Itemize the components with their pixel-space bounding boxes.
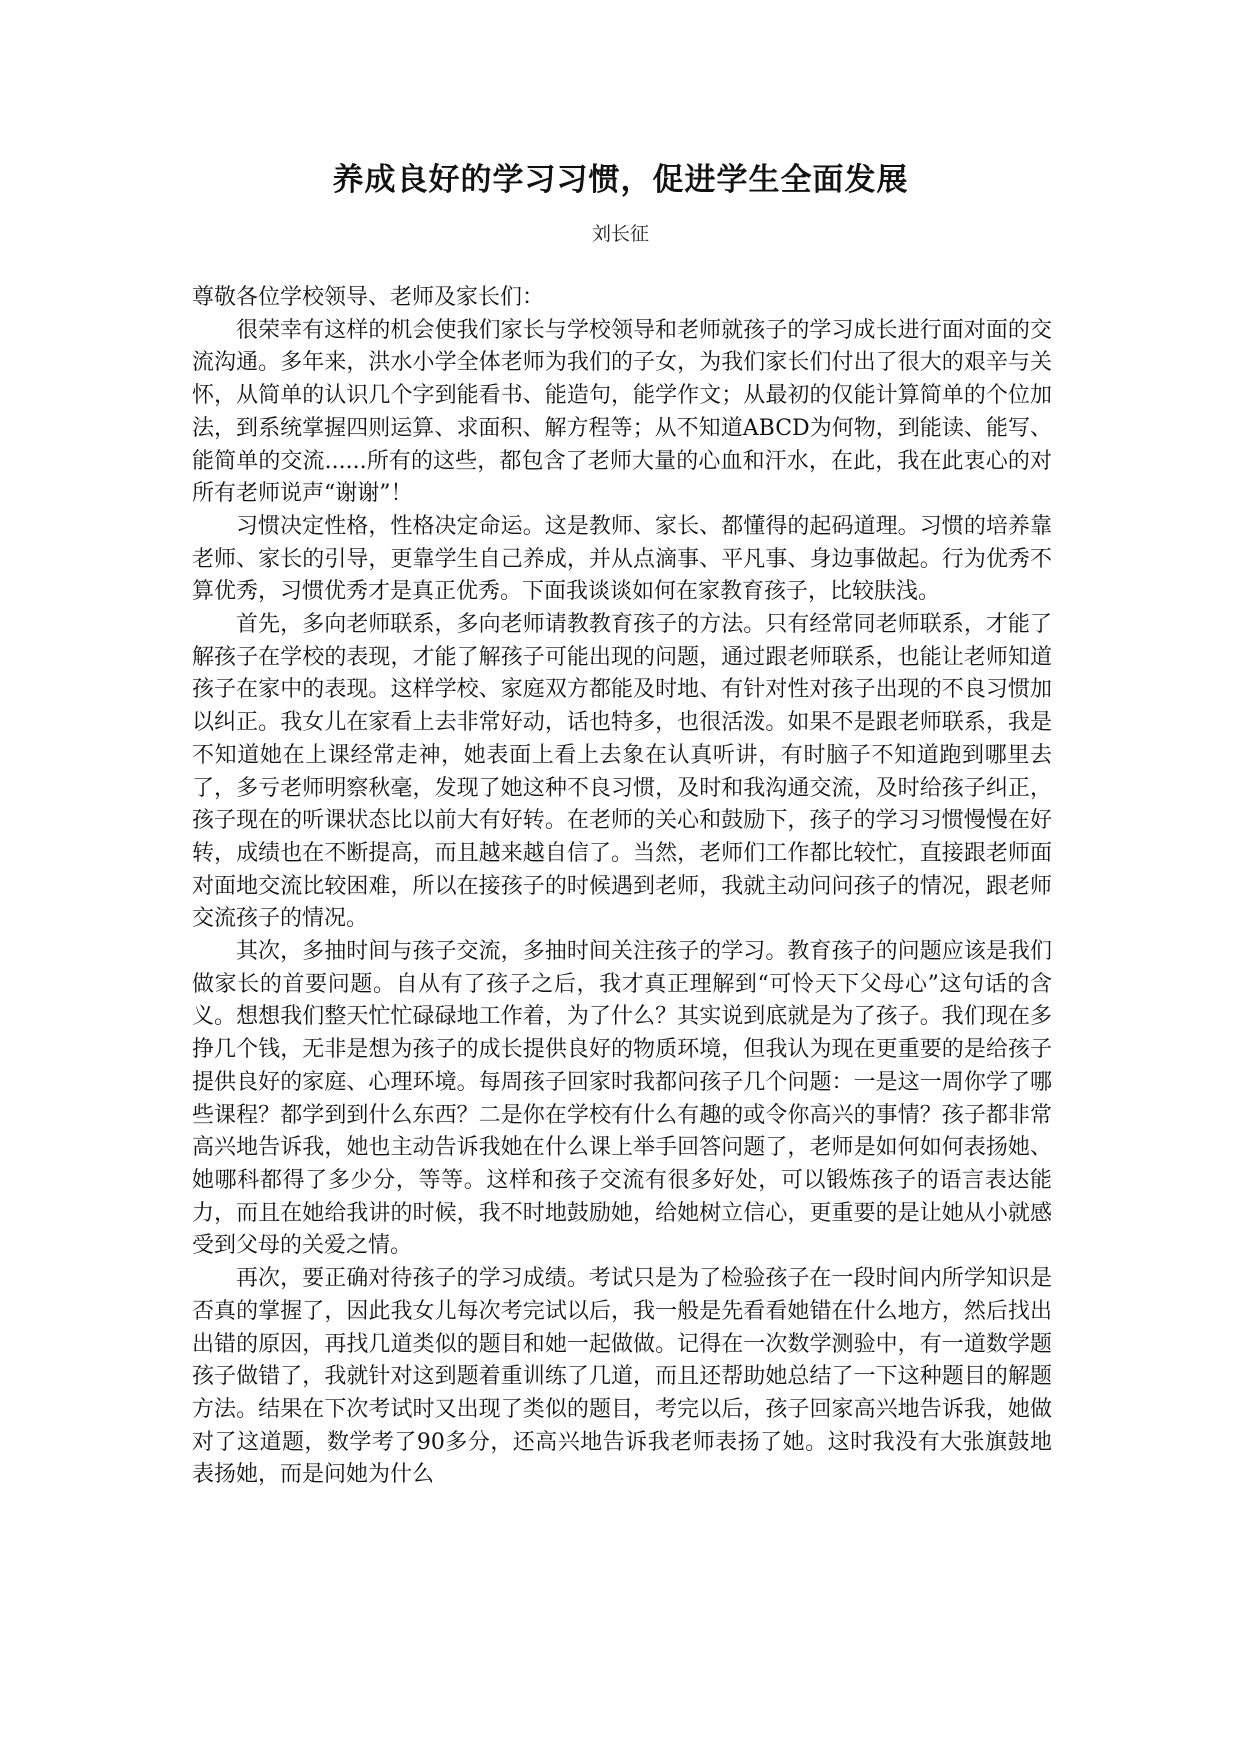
paragraph-5: 再次，要正确对待孩子的学习成绩。考试只是为了检验孩子在一段时间内所学知识是否真的掌握了，因此我女儿每次考完试以后，我一般是先看看她错在什么地方，然后找出出错的原因，再找几道类似的题目和她一起做做。记得在一次数学测验中，有一道数学题孩子做错了，我就针对这到题着重训练了几道，而且还帮助她总结了一下这种题目的解题方法。结果在下次考试时又出现了类似的题目，考完以后，孩子回家高兴地告诉我，她做对了这道题，数学考了90多分，还高兴地告诉我老师表扬了她。这时我没有大张旗鼓地表扬她，而是问她为什么 [192,1266,1052,1488]
paragraph-2: 习惯决定性格，性格决定命运。这是教师、家长、都懂得的起码道理。习惯的培养靠老师、家长的引导，更靠学生自己养成，并从点滴事、平凡事、身边事做起。行为优秀不算优秀，习惯优秀才是真正优秀。下面我谈谈如何在家教育孩子，比较肤浅。 [192,513,1052,605]
paragraph-4: 其次，多抽时间与孩子交流，多抽时间关注孩子的学习。教育孩子的问题应该是我们做家长的首要问题。自从有了孩子之后，我才真正理解到“可怜天下父母心”这句话的含义。想想我们整天忙忙碌碌地工作着，为了什么？其实说到底就是为了孩子。我们现在多挣几个钱，无非是想为孩子的成长提供良好的物质环境，但我认为现在更重要的是给孩子提供良好的家庭、心理环境。每周孩子回家时我都问孩子几个问题：一是这一周你学了哪些课程？都学到到什么东西？二是你在学校有什么有趣的或令你高兴的事情？孩子都非常高兴地告诉我，她也主动告诉我她在什么课上举手回答问题了，老师是如何如何表扬她、她哪科都得了多少分，等等。这样和孩子交流有很多好处，可以锻炼孩子的语言表达能力，而且在她给我讲的时候，我不时地鼓励她，给她树立信心，更重要的是让她从小就感受到父母的关爱之情。 [192,939,1052,1259]
document-body [192,282,1052,1492]
document-title: 养成良好的学习习惯，促进学生全面发展 [332,162,909,198]
paragraph-3: 首先，多向老师联系，多向老师请教教育孩子的方法。只有经常同老师联系，才能了解孩子在学校的表现，才能了解孩子可能出现的问题，通过跟老师联系，也能让老师知道孩子在家中的表现。这样学校、家庭双方都能及时地、有针对性对孩子出现的不良习惯加以纠正。我女儿在家看上去非常好动，话也特多，也很活泼。如果不是跟老师联系，我是不知道她在上课经常走神，她表面上看上去象在认真听讲，有时脑子不知道跑到哪里去了，多亏老师明察秋毫，发现了她这种不良习惯，及时和我沟通交流，及时给孩子纠正，孩子现在的听课状态比以前大有好转。在老师的关心和鼓励下，孩子的学习习惯慢慢在好转，成绩也在不断提高，而且越来越自信了。当然，老师们工作都比较忙，直接跟老师面对面地交流比较困难，所以在接孩子的时候遇到老师，我就主动问问孩子的情况，跟老师交流孩子的情况。 [192,612,1052,932]
paragraph-1: 很荣幸有这样的机会使我们家长与学校领导和老师就孩子的学习成长进行面对面的交流沟通。多年来，洪水小学全体老师为我们的子女，为我们家长们付出了很大的艰辛与关怀，从简单的认识几个字到能看书、能造句，能学作文；从最初的仅能计算简单的个位加法，到系统掌握四则运算、求面积、解方程等；从不知道ABCD为何物，到能读、能写、能简单的交流......所有的这些，都包含了老师大量的心血和汗水，在此，我在此衷心的对所有老师说声“谢谢”！ [192,317,1052,507]
salutation: 尊敬各位学校领导、老师及家长们： [192,285,545,310]
author-name: 刘长征 [591,223,649,245]
